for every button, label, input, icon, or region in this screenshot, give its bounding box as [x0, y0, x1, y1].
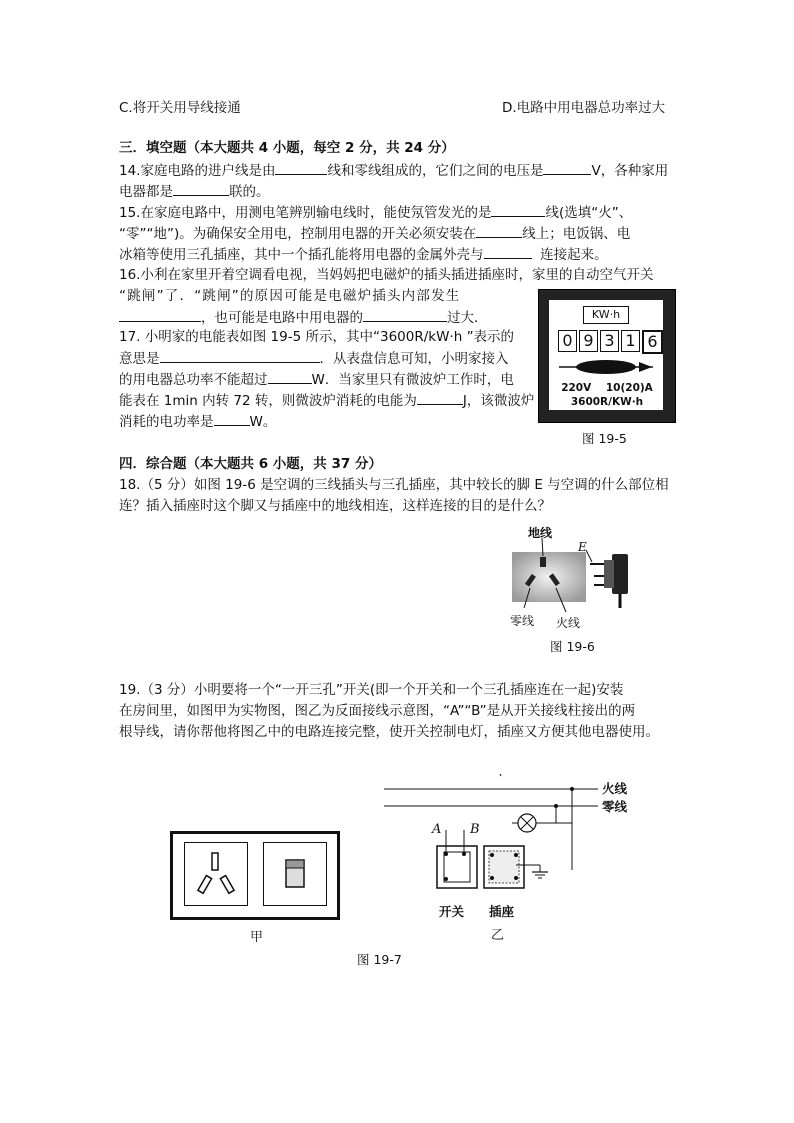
- meter-constant: 3600R/KW·h: [570, 396, 644, 408]
- q16-line1: 16.小利在家里开着空调看电视，当妈妈把电磁炉的插头插进插座时，家里的自动空气开关: [119, 267, 654, 283]
- q19-line2: 在房间里，如图甲为实物图，图乙为反面接线示意图，“A”“B”是从开关接线柱接出的两: [119, 703, 636, 719]
- q17-line4: 能表在 1min 内转 72 转，则微波炉消耗的电能为 J，该微波炉: [119, 390, 534, 411]
- q15-blank-2[interactable]: [476, 223, 522, 238]
- socket-face: [512, 552, 586, 602]
- q17-blank-2[interactable]: [268, 369, 312, 384]
- yi-neutral-label: 零线: [602, 799, 628, 814]
- q14-line1: 14.家庭电路的进户线是由 线和零线组成的，它们之间的电压是 V，各种家用: [119, 160, 668, 181]
- yi-live-label: 火线: [602, 781, 628, 796]
- option-c: C.将开关用导线接通: [119, 100, 241, 116]
- yi-b-label: B: [470, 822, 480, 837]
- meter-digit: 3: [600, 330, 619, 352]
- q15-line3: 冰箱等使用三孔插座，其中一个插孔能将用电器的金属外壳与 连接起来。: [119, 244, 608, 265]
- q14-line2: 电器都是 联的。: [119, 181, 270, 202]
- q15-line1: 15.在家庭电路中，用测电笔辨别输电线时，能使氖管发光的是 线(选填“火”、: [119, 202, 632, 223]
- plug-head: [604, 560, 614, 588]
- jia-socket-module: [184, 842, 248, 906]
- fig197-yi-label: 乙: [491, 928, 505, 943]
- meter-unit: KW·h: [583, 306, 629, 324]
- section4-heading: 四．综合题（本大题共 6 小题，共 37 分）: [119, 456, 382, 472]
- meter-face: [549, 300, 663, 410]
- q19-line1: 19.（3 分）小明要将一个“一开三孔”开关(即一个开关和一个三孔插座连在一起)安装: [119, 682, 624, 698]
- jia-socket-holes: [185, 843, 247, 905]
- plug-body: [612, 554, 628, 594]
- q17-blank-4[interactable]: [214, 411, 250, 426]
- energy-meter: [538, 289, 676, 423]
- q15-blank-3[interactable]: [484, 244, 532, 259]
- q15-line2: “零”“地”)。为确保安全用电，控制用电器的开关必须安装在 线上；电饭锅、电: [119, 223, 630, 244]
- q17-line1: 17. 小明家的电能表如图 19-5 所示，其中“3600R/kW·h ”表示的: [119, 329, 515, 345]
- q16-line3: ，也可能是电路中用电器的 过大．: [119, 307, 488, 328]
- q14-blank-2[interactable]: [543, 160, 591, 175]
- q14-blank-3[interactable]: [173, 181, 229, 196]
- jia-switch-module: [263, 842, 327, 906]
- option-d: D.电路中用电器总功率过大: [502, 100, 666, 116]
- section3-heading: 三．填空题（本大题共 4 小题，每空 2 分，共 24 分）: [119, 140, 455, 156]
- fig196-live-label: 火线: [556, 616, 581, 630]
- meter-rating: 220V 10(20)A: [561, 382, 653, 394]
- fig196-caption: 图 19-6: [550, 639, 595, 654]
- meter-digits: [558, 330, 663, 354]
- q17-blank-1[interactable]: [160, 348, 320, 363]
- fig196-e-label: E: [578, 540, 587, 554]
- fig196-neutral-label: 零线: [510, 614, 535, 628]
- meter-rotating-disc: [557, 356, 655, 378]
- fig197-jia-panel: [170, 831, 340, 920]
- meter-digit: 6: [642, 330, 663, 354]
- yi-a-label: A: [432, 822, 442, 837]
- jia-switch-rocker: [264, 843, 326, 905]
- yi-socket-label: 插座: [489, 904, 515, 919]
- q16-blank-2[interactable]: [363, 307, 447, 322]
- q16-line2: “跳闸”了．“跳闸”的原因可能是电磁炉插头内部发生: [119, 288, 461, 304]
- q19-line3: 根导线，请你帮他将图乙中的电路连接完整，使开关控制电灯，插座又方便其他电器使用。: [119, 724, 659, 740]
- fig197-yi-wiring: [380, 770, 680, 920]
- ground-hole: [540, 557, 546, 567]
- fig197-jia-label: 甲: [250, 930, 264, 945]
- meter-digit: 1: [621, 330, 640, 352]
- q15-blank-1[interactable]: [491, 202, 545, 217]
- q17-line2: 意思是 ．从表盘信息可知，小明家接入: [119, 348, 509, 369]
- meter-digit: 9: [579, 330, 598, 352]
- fig196-ground-label: 地线: [528, 526, 553, 540]
- q17-blank-3[interactable]: [417, 390, 463, 405]
- q14-blank-1[interactable]: [275, 160, 327, 175]
- fig195-caption: 图 19-5: [582, 431, 627, 446]
- q18-line2: 连？插入插座时这个脚又与插座中的地线相连，这样连接的目的是什么？: [119, 498, 551, 514]
- q17-line5: 消耗的电功率是 W。: [119, 411, 276, 432]
- q16-blank-1[interactable]: [119, 307, 201, 322]
- fig197-caption: 图 19-7: [357, 952, 402, 967]
- q18-line1: 18.（5 分）如图 19-6 是空调的三线插头与三孔插座，其中较长的脚 E 与空调的什么部位相: [119, 477, 669, 493]
- yi-switch-label: 开关: [439, 904, 465, 919]
- q17-line3: 的用电器总功率不能超过 W．当家里只有微波炉工作时，电: [119, 369, 514, 390]
- meter-digit: 0: [558, 330, 577, 352]
